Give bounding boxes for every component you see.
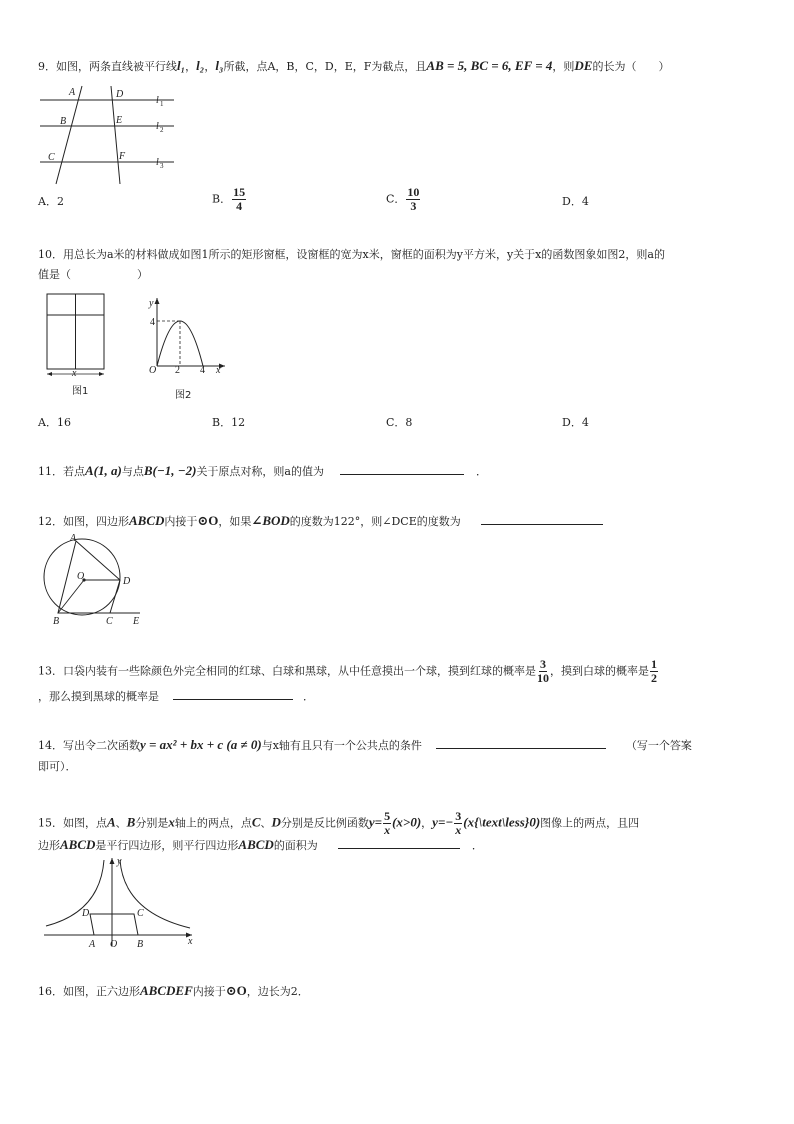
q14-expression: y = ax² + bx + c (a ≠ 0)	[140, 737, 262, 752]
q10-line-2: 值是（ ）	[38, 268, 148, 281]
q10-line-1: 用总长为a米的材料做成如图1所示的矩形窗框，设窗框的宽为x米，窗框的面积为y平方米，y关于x的函数图象如图2，则a的	[63, 248, 665, 261]
q11-end: ．	[476, 465, 487, 478]
q9-text-4: 的长为（ ）	[592, 60, 670, 73]
question-13-line-2	[38, 686, 738, 708]
q16-text-3: ，边长为2．	[246, 985, 309, 998]
q12-number: 12．	[38, 515, 63, 528]
q10-number: 10．	[38, 248, 63, 261]
q10-x-tick-4: 4	[200, 365, 205, 376]
q15-d: D	[271, 814, 281, 830]
q9-de: DE	[574, 58, 593, 73]
q10-fig1-x-label: x	[72, 368, 77, 379]
q10-option-b[interactable]: B．12	[212, 416, 246, 429]
q12-answer-blank[interactable]	[481, 512, 603, 525]
q15-sep: 、	[115, 816, 127, 830]
q15-fn1-domain: (x>0)	[392, 814, 422, 830]
q15-fn2-domain: (x{\text\less}0)	[463, 814, 541, 830]
q15-parallelogram	[90, 914, 138, 935]
q9-option-c-numerator: 10	[407, 185, 420, 199]
q15-b: B	[126, 814, 136, 830]
q11-point-a: A(1, a)	[85, 463, 122, 478]
q15-line-2c: 的面积为	[273, 839, 318, 852]
question-13	[38, 658, 738, 685]
q10-y-tick-4: 4	[150, 317, 155, 328]
q9-label-l2: l	[156, 121, 159, 132]
q12-label-o: O	[77, 571, 85, 582]
q10-y-label: y	[149, 298, 154, 309]
q9-transversal-right	[111, 86, 123, 184]
q9-label-l3-sub: 3	[160, 162, 164, 170]
q15-text-5: ，	[421, 816, 433, 830]
q16-circle: ⊙O	[225, 983, 247, 998]
q9-option-a[interactable]: A．2	[38, 195, 64, 208]
q15-c: C	[251, 814, 261, 830]
q12-abcd: ABCD	[129, 513, 165, 528]
q10-figure-2	[140, 292, 232, 404]
q11-text-3: 关于原点对称，则a的值为	[196, 465, 324, 478]
question-10-line-2	[38, 264, 738, 286]
q12-label-a: A	[70, 534, 77, 544]
q12-label-d: D	[123, 576, 131, 587]
q15-abcd: ABCD	[60, 837, 96, 852]
q15-line-2a: 边形	[38, 839, 60, 852]
q10-origin-label: O	[149, 365, 157, 376]
q9-label-f: F	[119, 151, 126, 162]
q13-number: 13．	[38, 664, 63, 678]
q11-text-2: 与点	[121, 465, 144, 478]
question-15	[38, 810, 738, 837]
q12-label-b: B	[53, 616, 60, 627]
q13-fraction-red-den: 10	[537, 671, 549, 685]
q16-number: 16．	[38, 985, 63, 998]
q9-label-l3: l	[156, 157, 159, 168]
q10-y-arrow	[155, 298, 160, 304]
q9-option-c-fraction	[406, 186, 420, 213]
q15-text-1: 如图，点	[63, 816, 107, 830]
q15-x-label: x	[188, 936, 193, 947]
q9-label-b: B	[60, 116, 67, 127]
q9-option-c-prefix: C．	[386, 192, 406, 206]
q9-text-2: 所截，点A，B，C，D，E，F为截点，且	[223, 60, 427, 73]
q13-end: ．	[303, 690, 314, 703]
question-12	[38, 510, 738, 533]
q13-text-1: 口袋内装有一些除颜色外完全相同的红球、白球和黑球，从中任意摸出一个球，摸到红球的概率是	[63, 664, 536, 678]
q12-figure	[40, 534, 150, 628]
q14-text-1: 写出令二次函数	[63, 739, 140, 752]
q10-option-a[interactable]: A．16	[38, 416, 71, 429]
q16-text-2: 内接于	[192, 985, 226, 998]
q15-x-axis-symbol: x	[168, 814, 175, 830]
q15-label-a: A	[89, 939, 96, 950]
q15-fn1-prefix: y=	[368, 814, 383, 830]
q13-text-2: ，摸到白球的概率是	[550, 664, 649, 678]
q9-text-3: ，则	[552, 60, 575, 73]
q11-answer-blank[interactable]	[340, 462, 464, 475]
q9-option-b-prefix: B．	[212, 192, 232, 206]
q12-angle: ∠BOD	[251, 513, 290, 528]
q15-a: A	[107, 814, 116, 830]
q12-text-3: ，如果	[218, 515, 252, 528]
q9-option-b-denominator: 4	[236, 199, 243, 213]
q9-option-b[interactable]	[212, 186, 247, 213]
q15-sep2: 、	[260, 816, 272, 830]
question-11	[38, 460, 738, 483]
q14-text-2: 与x轴有且只有一个公共点的条件	[261, 739, 422, 752]
q16-text-1: 如图，正六边形	[63, 985, 140, 998]
question-14-line-2	[38, 756, 738, 778]
question-10	[38, 244, 738, 266]
q15-figure	[40, 854, 200, 950]
q9-condition: AB = 5, BC = 6, EF = 4	[426, 58, 553, 73]
q15-fn1-num: 5	[384, 809, 391, 823]
q10-x-label: x	[216, 365, 221, 376]
q12-text-4: 的度数为122°，则∠DCE的度数为	[289, 515, 461, 528]
q12-label-e: E	[133, 616, 140, 627]
q16-abcdef: ABCDEF	[140, 983, 193, 998]
q15-y-arrow	[110, 858, 115, 864]
q12-text-1: 如图，四边形	[63, 515, 129, 528]
q15-curve-positive	[120, 860, 190, 928]
q9-sep1: ，	[185, 60, 197, 73]
q10-x-tick-2: 2	[175, 365, 180, 376]
q14-line-2: 即可）．	[38, 760, 77, 773]
q13-answer-blank[interactable]	[173, 687, 293, 700]
q13-fraction-red-num: 3	[540, 657, 546, 671]
q15-curve-negative	[46, 860, 104, 926]
q11-text-1: 若点	[63, 465, 85, 478]
q13-fraction-white-den: 2	[651, 671, 657, 685]
q11-point-b: B(−1, −2)	[143, 463, 197, 478]
q15-end: ．	[471, 839, 483, 852]
q11-number: 11．	[38, 465, 63, 478]
q10-fig1-caption: 图1	[72, 386, 89, 397]
q10-arrow-right	[99, 372, 104, 376]
q10-option-d[interactable]: D．4	[562, 416, 589, 429]
q15-text-2: 分别是	[135, 816, 169, 830]
q9-l2: l₂	[196, 58, 205, 73]
q9-label-d: D	[116, 89, 124, 100]
q9-option-b-fraction	[232, 186, 246, 213]
q12-label-c: C	[106, 616, 113, 627]
q14-text-3: （写一个答案	[625, 739, 692, 752]
q15-text-6: 图像上的两点，且四	[540, 816, 640, 830]
q15-text-3: 轴上的两点，点	[174, 816, 252, 830]
q9-option-c-denominator: 3	[410, 199, 417, 213]
q9-option-d[interactable]: D．4	[562, 195, 589, 208]
q9-label-a: A	[69, 87, 76, 98]
q15-y-label: y	[117, 856, 122, 867]
q10-option-c[interactable]: C．8	[386, 416, 413, 429]
q9-figure	[34, 82, 174, 186]
q15-number: 15．	[38, 816, 63, 830]
q10-fig2-caption: 图2	[175, 390, 192, 401]
q15-label-b: B	[137, 939, 144, 950]
q15-answer-blank[interactable]	[338, 836, 460, 849]
q9-text-1: 如图，两条直线被平行线	[56, 60, 177, 73]
q9-transversal-left	[56, 86, 82, 184]
q12-text-2: 内接于	[164, 515, 198, 528]
q15-label-c: C	[137, 908, 144, 919]
q15-fn2-fraction	[454, 810, 462, 837]
q15-fn1-fraction	[383, 810, 391, 837]
q15-fn2-prefix: y=−	[432, 814, 454, 830]
q13-text-3: ，那么摸到黑球的概率是	[38, 690, 159, 703]
q15-fn2-den: x	[455, 823, 462, 837]
q9-sep2: ，	[204, 60, 216, 73]
q13-fraction-red	[537, 658, 549, 685]
q9-l1: l₁	[177, 58, 186, 73]
q15-label-d: D	[82, 908, 90, 919]
q15-line-2b: 是平行四边形，则平行四边形	[95, 839, 239, 852]
q9-label-l2-sub: 2	[160, 126, 164, 134]
q15-text-4: 分别是反比例函数	[280, 816, 369, 830]
q14-answer-blank[interactable]	[436, 736, 606, 749]
question-14	[38, 734, 738, 757]
q9-label-l1: l	[156, 95, 159, 106]
q15-label-o: O	[110, 939, 118, 950]
q13-fraction-white-num: 1	[651, 657, 657, 671]
q10-arrow-left	[47, 372, 52, 376]
q13-fraction-white	[650, 658, 658, 685]
q12-circle: ⊙O	[197, 513, 219, 528]
q14-number: 14．	[38, 739, 63, 752]
q9-label-e: E	[116, 115, 123, 126]
q10-figure-1	[38, 290, 118, 400]
q15-fn2-num: 3	[455, 809, 462, 823]
question-16	[38, 980, 738, 1003]
q15-fn1-den: x	[384, 823, 391, 837]
q9-label-l1-sub: 1	[160, 100, 164, 108]
question-9	[38, 55, 738, 78]
q9-l3: l₃	[215, 58, 224, 73]
q9-option-c[interactable]	[386, 186, 421, 213]
q9-option-b-numerator: 15	[233, 185, 246, 199]
q9-label-c: C	[48, 152, 55, 163]
q9-number: 9．	[38, 60, 56, 73]
q15-abcd-2: ABCD	[238, 837, 274, 852]
